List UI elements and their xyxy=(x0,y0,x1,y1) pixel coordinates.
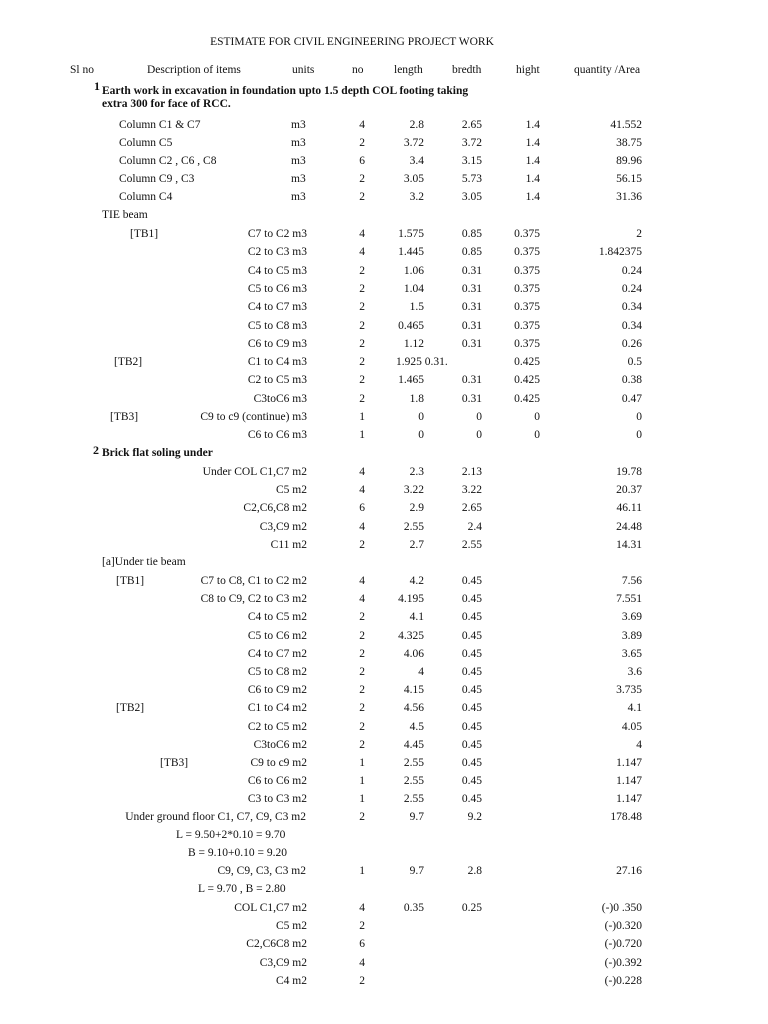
under-tie-no: 2 xyxy=(359,684,365,697)
tiebeam-no: 1 xyxy=(359,429,365,442)
under-tie-length: 4.06 xyxy=(403,647,424,660)
column-unit: m3 xyxy=(291,119,306,131)
tiebeam-length: 1.12 xyxy=(403,337,424,350)
soling-bredth: 2.55 xyxy=(461,538,482,551)
column-no: 4 xyxy=(359,119,365,131)
soling-qty: 14.31 xyxy=(616,538,642,551)
tiebeam-bredth: 0.31 xyxy=(461,264,482,277)
deduct-no: 2 xyxy=(359,920,365,933)
under-tie-no: 2 xyxy=(359,702,365,715)
soling-length: 2.7 xyxy=(409,538,424,551)
deduct-no: 4 xyxy=(359,902,365,914)
under-tie-desc: C6 to C9 m2 xyxy=(247,684,307,697)
tiebeam-length: 1.575 xyxy=(398,228,424,240)
under-tie-length: 2.55 xyxy=(403,775,424,788)
under-tie-length: 4.1 xyxy=(409,611,424,624)
under-tie-no: 1 xyxy=(359,793,365,806)
column-no: 2 xyxy=(359,173,365,185)
under-tie-desc: C7 to C8, C1 to C2 m2 xyxy=(200,575,307,587)
tiebeam-hight: 0 xyxy=(534,429,540,442)
under-tie-qty: 3.6 xyxy=(627,666,642,678)
tiebeam-hight: 0.425 xyxy=(514,356,540,369)
under-tie-no: 2 xyxy=(359,738,365,751)
tiebeam-group-label: [TB1] xyxy=(130,228,159,240)
under-tie-length: 4.56 xyxy=(403,702,424,715)
tiebeam-length: 0 xyxy=(418,411,424,423)
column-hight: 1.4 xyxy=(525,191,540,203)
calc-breadth: B = 9.10+0.10 = 9.20 xyxy=(188,847,288,859)
tiebeam-bredth: 0 xyxy=(476,411,482,423)
column-qty: 89.96 xyxy=(616,155,642,167)
under-tie-qty: 3.65 xyxy=(621,647,642,660)
under-tie-qty: 7.551 xyxy=(616,593,642,606)
section-1-number: 1 xyxy=(94,79,100,93)
section-1-heading-line1: Earth work in excavation in foundation upto 1.5 depth COL footing taking xyxy=(102,85,469,97)
column-hight: 1.4 xyxy=(525,173,540,185)
under-tie-qty: 4.05 xyxy=(621,720,642,733)
column-unit: m3 xyxy=(291,173,306,185)
tiebeam-no: 2 xyxy=(359,356,365,369)
under-tie-bredth: 0.45 xyxy=(461,684,482,697)
under-tie-qty: 1.147 xyxy=(616,793,642,806)
tiebeam-qty: 0.24 xyxy=(621,264,642,277)
ground-floor-bredth: 9.2 xyxy=(467,811,482,823)
under-tie-group-label: [TB2] xyxy=(116,702,145,715)
column-bredth: 3.72 xyxy=(461,137,482,149)
tiebeam-qty: 0.38 xyxy=(621,374,642,387)
under-tie-bredth: 0.45 xyxy=(461,738,482,751)
under-tie-qty: 3.69 xyxy=(621,611,642,624)
deduct-qty: (-)0.228 xyxy=(604,974,642,987)
under-tie-beam-label: [a]Under tie beam xyxy=(102,556,186,568)
under-tie-desc: C4 to C5 m2 xyxy=(247,611,307,624)
deduct-qty: (-)0.320 xyxy=(604,920,642,933)
under-tie-bredth: 0.45 xyxy=(461,702,482,715)
c9-row-bredth: 2.8 xyxy=(467,865,482,877)
soling-qty: 20.37 xyxy=(616,484,642,497)
header-bredth: bredth xyxy=(452,64,482,76)
column-unit: m3 xyxy=(291,155,306,167)
under-tie-length: 4.45 xyxy=(403,738,424,751)
column-no: 2 xyxy=(359,191,365,203)
tiebeam-hight: 0.375 xyxy=(514,301,540,314)
under-tie-bredth: 0.45 xyxy=(461,575,482,587)
column-qty: 56.15 xyxy=(616,173,642,185)
column-qty: 31.36 xyxy=(616,191,642,203)
column-bredth: 2.65 xyxy=(461,119,482,131)
tiebeam-desc: C6 to C6 m3 xyxy=(247,429,307,442)
tiebeam-qty: 1.842375 xyxy=(598,246,642,259)
column-length: 3.4 xyxy=(409,155,424,167)
tiebeam-hight: 0.425 xyxy=(514,392,540,405)
tiebeam-qty: 0.24 xyxy=(621,282,642,295)
under-tie-no: 2 xyxy=(359,611,365,624)
soling-no: 2 xyxy=(359,538,365,551)
deduct-desc: C2,C6C8 m2 xyxy=(246,938,307,951)
tiebeam-desc: C3toC6 m3 xyxy=(253,392,307,405)
tiebeam-no: 2 xyxy=(359,264,365,277)
tiebeam-desc: C2 to C5 m3 xyxy=(247,374,307,387)
c9-row-length: 9.7 xyxy=(409,865,424,877)
tiebeam-group-label: [TB3] xyxy=(110,411,139,423)
header-length: length xyxy=(394,64,423,76)
column-desc: Column C9 , C3 xyxy=(119,173,195,185)
under-tie-no: 1 xyxy=(359,775,365,788)
ground-floor-no: 2 xyxy=(359,811,365,823)
tiebeam-desc: C4 to C5 m3 xyxy=(247,264,307,277)
soling-no: 6 xyxy=(359,502,365,515)
under-tie-desc: C6 to C6 m2 xyxy=(247,775,307,788)
under-tie-bredth: 0.45 xyxy=(461,629,482,642)
soling-length: 2.9 xyxy=(409,502,424,515)
deduct-bredth: 0.25 xyxy=(461,902,482,914)
tiebeam-length: 1.06 xyxy=(403,264,424,277)
under-tie-length: 4.2 xyxy=(409,575,424,587)
under-tie-length: 4.15 xyxy=(403,684,424,697)
soling-length: 3.22 xyxy=(403,484,424,497)
deduct-desc: COL C1,C7 m2 xyxy=(234,902,307,914)
soling-desc: C3,C9 m2 xyxy=(259,520,307,533)
soling-bredth: 2.4 xyxy=(467,520,482,533)
under-tie-length: 4.325 xyxy=(398,629,424,642)
c9-row-desc: C9, C9, C3, C3 m2 xyxy=(217,865,306,877)
tiebeam-no: 2 xyxy=(359,337,365,350)
deduct-no: 6 xyxy=(359,938,365,951)
tiebeam-length: 1.925 0.31. xyxy=(396,356,448,369)
column-desc: Column C5 xyxy=(119,137,173,149)
under-tie-no: 4 xyxy=(359,593,365,606)
tiebeam-qty: 0.26 xyxy=(621,337,642,350)
deduct-qty: (-)0.720 xyxy=(604,938,642,951)
tiebeam-length: 1.5 xyxy=(409,301,424,314)
soling-bredth: 2.13 xyxy=(461,466,482,478)
column-no: 6 xyxy=(359,155,365,167)
under-tie-bredth: 0.45 xyxy=(461,757,482,769)
under-tie-no: 2 xyxy=(359,666,365,678)
deduct-qty: (-)0.392 xyxy=(604,956,642,969)
column-hight: 1.4 xyxy=(525,155,540,167)
soling-bredth: 3.22 xyxy=(461,484,482,497)
tiebeam-desc: C5 to C6 m3 xyxy=(247,282,307,295)
under-tie-desc: C8 to C9, C2 to C3 m2 xyxy=(200,593,307,606)
soling-qty: 24.48 xyxy=(616,520,642,533)
tiebeam-bredth: 0.31 xyxy=(461,319,482,332)
tiebeam-no: 4 xyxy=(359,228,365,240)
tiebeam-bredth: 0 xyxy=(476,429,482,442)
tiebeam-qty: 0.34 xyxy=(621,319,642,332)
soling-qty: 46.11 xyxy=(616,502,642,515)
tiebeam-hight: 0 xyxy=(534,411,540,423)
calc-lb: L = 9.70 , B = 2.80 xyxy=(198,883,286,895)
soling-desc: C11 m2 xyxy=(270,538,307,551)
column-hight: 1.4 xyxy=(525,119,540,131)
tiebeam-bredth: 0.85 xyxy=(461,228,482,240)
soling-bredth: 2.65 xyxy=(461,502,482,515)
soling-no: 4 xyxy=(359,466,365,478)
tiebeam-group-label: [TB2] xyxy=(114,356,143,369)
tiebeam-desc: C6 to C9 m3 xyxy=(247,337,307,350)
tiebeam-desc: C2 to C3 m3 xyxy=(247,246,307,259)
tiebeam-no: 2 xyxy=(359,374,365,387)
column-no: 2 xyxy=(359,137,365,149)
under-tie-qty: 3.89 xyxy=(621,629,642,642)
tiebeam-bredth: 0.31 xyxy=(461,301,482,314)
under-tie-desc: C1 to C4 m2 xyxy=(247,702,307,715)
section-1-heading-line2: extra 300 for face of RCC. xyxy=(102,98,231,110)
under-tie-bredth: 0.45 xyxy=(461,793,482,806)
under-tie-group-label: [TB1] xyxy=(116,575,145,587)
under-tie-bredth: 0.45 xyxy=(461,666,482,678)
under-tie-bredth: 0.45 xyxy=(461,593,482,606)
tiebeam-bredth: 0.85 xyxy=(461,246,482,259)
tiebeam-hight: 0.375 xyxy=(514,319,540,332)
column-desc: Column C1 & C7 xyxy=(119,119,201,131)
under-tie-bredth: 0.45 xyxy=(461,611,482,624)
column-unit: m3 xyxy=(291,191,306,203)
tiebeam-hight: 0.425 xyxy=(514,374,540,387)
tiebeam-no: 2 xyxy=(359,282,365,295)
under-tie-length: 4 xyxy=(418,666,424,678)
tiebeam-length: 1.465 xyxy=(398,374,424,387)
tiebeam-length: 1.04 xyxy=(403,282,424,295)
c9-row-qty: 27.16 xyxy=(616,865,642,877)
soling-desc: Under COL C1,C7 m2 xyxy=(202,466,307,478)
tiebeam-no: 2 xyxy=(359,319,365,332)
soling-no: 4 xyxy=(359,484,365,497)
tiebeam-length: 0 xyxy=(418,429,424,442)
under-tie-length: 2.55 xyxy=(403,757,424,769)
tiebeam-hight: 0.375 xyxy=(514,246,540,259)
tiebeam-desc: C7 to C2 m3 xyxy=(247,228,307,240)
column-desc: Column C2 , C6 , C8 xyxy=(119,155,217,167)
tiebeam-hight: 0.375 xyxy=(514,337,540,350)
header-quantity-area: quantity /Area xyxy=(574,64,641,76)
under-tie-group-label: [TB3] xyxy=(160,757,189,769)
c9-row-no: 1 xyxy=(359,865,365,877)
soling-length: 2.55 xyxy=(403,520,424,533)
under-tie-desc: C5 to C6 m2 xyxy=(247,629,307,642)
soling-no: 4 xyxy=(359,520,365,533)
under-tie-bredth: 0.45 xyxy=(461,720,482,733)
deduct-desc: C4 m2 xyxy=(276,974,307,987)
header-sl-no: Sl no xyxy=(70,64,94,76)
column-qty: 41.552 xyxy=(610,119,642,131)
under-tie-length: 4.195 xyxy=(398,593,424,606)
tiebeam-hight: 0.375 xyxy=(514,282,540,295)
section-2-number: 2 xyxy=(93,443,99,457)
column-length: 3.72 xyxy=(403,137,424,149)
deduct-desc: C3,C9 m2 xyxy=(259,956,307,969)
page-title: ESTIMATE FOR CIVIL ENGINEERING PROJECT WORK xyxy=(210,36,494,48)
ground-floor-qty: 178.48 xyxy=(610,811,642,823)
under-tie-bredth: 0.45 xyxy=(461,775,482,788)
tiebeam-bredth: 0.31 xyxy=(461,337,482,350)
tiebeam-no: 4 xyxy=(359,246,365,259)
column-hight: 1.4 xyxy=(525,137,540,149)
under-tie-qty: 4.1 xyxy=(627,702,642,715)
under-tie-desc: C2 to C5 m2 xyxy=(247,720,307,733)
column-length: 3.05 xyxy=(403,173,424,185)
ground-floor-length: 9.7 xyxy=(409,811,424,823)
tiebeam-bredth: 0.31 xyxy=(461,374,482,387)
under-tie-length: 2.55 xyxy=(403,793,424,806)
under-tie-desc: C3 to C3 m2 xyxy=(247,793,307,806)
tiebeam-qty: 0.34 xyxy=(621,301,642,314)
column-bredth: 3.05 xyxy=(461,191,482,203)
deduct-qty: (-)0 .350 xyxy=(601,902,642,914)
column-bredth: 3.15 xyxy=(461,155,482,167)
header-hight: hight xyxy=(516,64,540,76)
under-tie-desc: C3toC6 m2 xyxy=(253,738,307,751)
deduct-desc: C5 m2 xyxy=(276,920,307,933)
under-tie-desc: C5 to C8 m2 xyxy=(247,666,307,678)
tiebeam-no: 2 xyxy=(359,392,365,405)
tiebeam-desc: C9 to c9 (continue) m3 xyxy=(200,411,307,423)
header-units: units xyxy=(292,64,315,76)
under-tie-no: 1 xyxy=(359,757,365,769)
tiebeam-desc: C1 to C4 m3 xyxy=(247,356,307,369)
header-description: Description of items xyxy=(147,64,241,76)
tiebeam-bredth: 0.31 xyxy=(461,282,482,295)
under-tie-qty: 1.147 xyxy=(616,775,642,788)
soling-desc: C5 m2 xyxy=(276,484,307,497)
under-tie-qty: 1.147 xyxy=(616,757,642,769)
section-2-heading: Brick flat soling under xyxy=(102,447,213,459)
soling-length: 2.3 xyxy=(409,466,424,478)
column-qty: 38.75 xyxy=(616,137,642,149)
under-tie-qty: 4 xyxy=(636,738,642,751)
deduct-length: 0.35 xyxy=(403,902,424,914)
under-tie-no: 2 xyxy=(359,629,365,642)
calc-length: L = 9.50+2*0.10 = 9.70 xyxy=(176,829,286,841)
under-tie-length: 4.5 xyxy=(409,720,424,733)
under-tie-qty: 7.56 xyxy=(621,575,642,587)
deduct-no: 2 xyxy=(359,974,365,987)
tiebeam-bredth: 0.31 xyxy=(461,392,482,405)
tiebeam-qty: 2 xyxy=(636,228,642,240)
tiebeam-length: 1.8 xyxy=(409,392,424,405)
tiebeam-no: 2 xyxy=(359,301,365,314)
column-length: 3.2 xyxy=(409,191,424,203)
under-tie-qty: 3.735 xyxy=(616,684,642,697)
tiebeam-length: 0.465 xyxy=(398,319,424,332)
deduct-no: 4 xyxy=(359,956,365,969)
tiebeam-qty: 0 xyxy=(636,411,642,423)
under-tie-no: 2 xyxy=(359,720,365,733)
tiebeam-qty: 0.47 xyxy=(621,392,642,405)
column-bredth: 5.73 xyxy=(461,173,482,185)
tiebeam-qty: 0.5 xyxy=(627,356,642,369)
tiebeam-length: 1.445 xyxy=(398,246,424,259)
under-tie-desc: C4 to C7 m2 xyxy=(247,647,307,660)
tiebeam-desc: C4 to C7 m3 xyxy=(247,301,307,314)
tiebeam-hight: 0.375 xyxy=(514,264,540,277)
under-tie-no: 2 xyxy=(359,647,365,660)
under-tie-no: 4 xyxy=(359,575,365,587)
ground-floor-desc: Under ground floor C1, C7, C9, C3 m2 xyxy=(125,811,306,823)
column-desc: Column C4 xyxy=(119,191,173,203)
tiebeam-qty: 0 xyxy=(636,429,642,442)
column-length: 2.8 xyxy=(409,119,424,131)
soling-qty: 19.78 xyxy=(616,466,642,478)
tie-beam-label: TIE beam xyxy=(102,209,148,221)
soling-desc: C2,C6,C8 m2 xyxy=(243,502,307,515)
under-tie-bredth: 0.45 xyxy=(461,647,482,660)
under-tie-desc: C9 to c9 m2 xyxy=(250,757,307,769)
header-no: no xyxy=(352,64,364,76)
column-unit: m3 xyxy=(291,137,306,149)
tiebeam-desc: C5 to C8 m3 xyxy=(247,319,307,332)
tiebeam-hight: 0.375 xyxy=(514,228,540,240)
tiebeam-no: 1 xyxy=(359,411,365,423)
